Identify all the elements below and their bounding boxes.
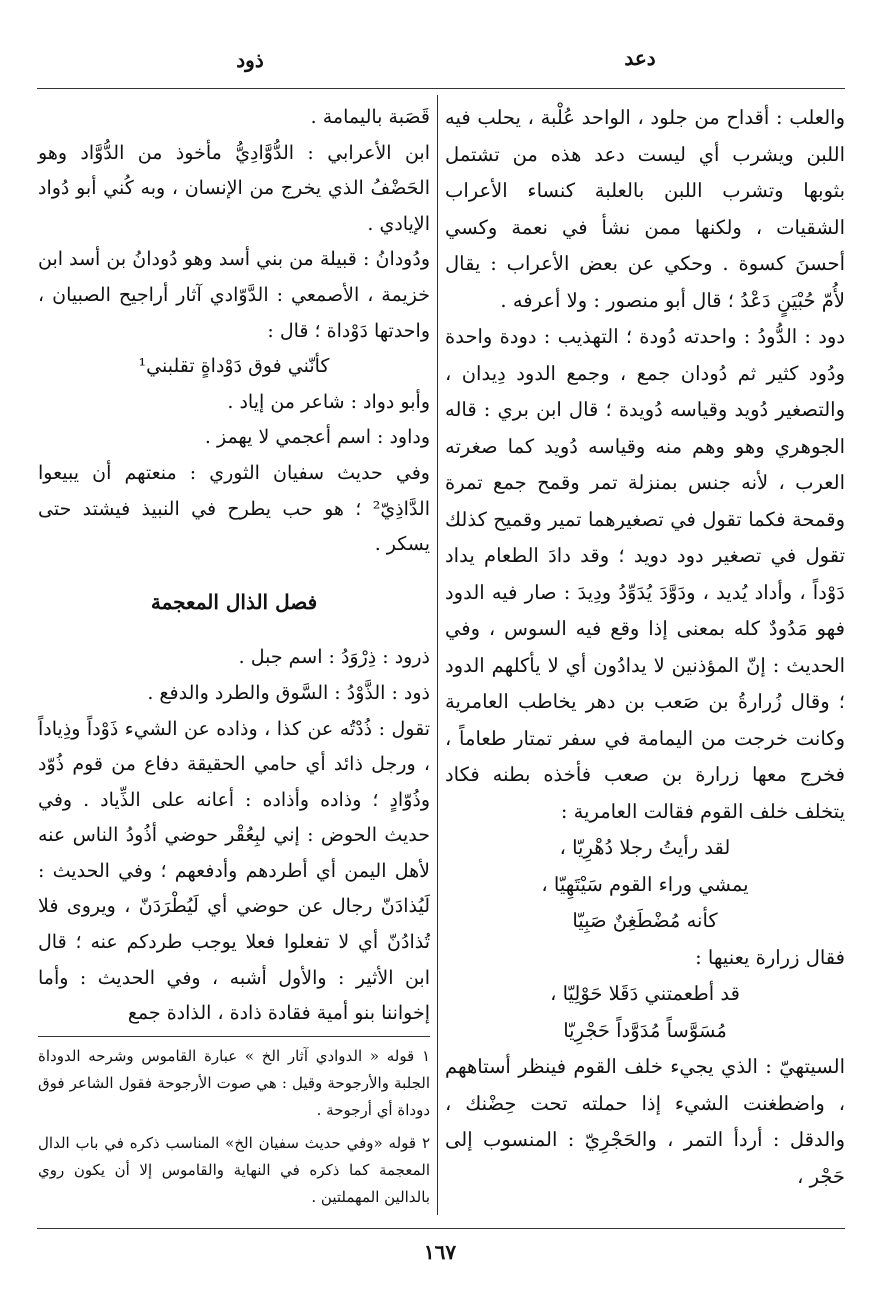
column-divider xyxy=(437,95,438,1215)
entry-dhawd: ذود : الذَّوْدُ : السَّوق والطرد والدفع . xyxy=(147,681,430,704)
running-head-right: دعد xyxy=(624,46,656,70)
footnote-1: ١ قوله « الدوادي آثار الخ » عبارة القاموس وشرحه الدوداة الجلبة والأرجوحة وقيل : هي صوت الأرجوحة فقول الشاعر فوق دوداة أي أرجوحة . xyxy=(38,1046,430,1119)
entry-paragraph: ودُودانُ : قبيلة من بني أسد وهو دُودانُ بن أسد ابن خزيمة ، الأصمعي : الدَّوّادي آثار أراجيح الصبيان ، واحدتها دَوْداة ؛ قال : xyxy=(38,248,430,342)
entry-paragraph: فقال زرارة يعنيها : xyxy=(695,945,845,969)
verse-line: قد أطعمتني دَقَلا حَوْلِيّا ، xyxy=(550,982,740,1005)
verse-line: لقد رأيتُ رجلا دُهْرِيّا ، xyxy=(559,836,731,859)
entry-dhirwad: ذرود : ذِرْوَدُ : اسم جبل . xyxy=(238,646,430,669)
entry-paragraph: السيتهيّ : الذي يجيء خلف القوم فينظر أستاههم ، واضطغنت الشيء إذا حملته تحت حِضْنك ، والدقل : أردأ التمر ، والحَجْرِيّ : المنسوب إلى حَجْر ، xyxy=(445,1055,845,1188)
left-column xyxy=(38,100,430,1217)
right-column xyxy=(445,100,845,1195)
entry-paragraph: وداود : اسم أعجمي لا يهمز . xyxy=(204,426,430,449)
page-number: ١٦٧ xyxy=(423,1240,457,1264)
entry-paragraph: وفي حديث سفيان الثوري : منعتهم أن يبيعوا الدَّاذِيّ² ؛ هو حب يطرح في النبيذ فيشتد حتى يسكر . xyxy=(38,461,430,556)
footnote-rule xyxy=(38,1036,430,1037)
header-rule xyxy=(37,88,845,89)
entry-paragraph: وأبو دواد : شاعر من إياد . xyxy=(227,390,430,413)
entry-paragraph: قَصَبة باليمامة . xyxy=(310,106,430,128)
footnotes xyxy=(38,1043,430,1211)
entry-paragraph: تقول : ذُدْتُه عن كذا ، وذاده عن الشيء ذَوْداً وذِياداً ، ورجل ذائد أي حامي الحقيقة دفاع من قوم ذُوّد وذُوّادٍ ؛ وذاده وأذاده : أعانه على الذِّياد . وفي حديث الحوض : إني لبِعُقْر حوضي أذُودُ الناس عنه لأهل اليمن أي أطردهم وأدفعهم ؛ وفي الحديث : لَيُذادَنّ رجال عن حوضي أي لَيُطْرَدَنّ ، ويروى فلا تُذادُنّ أي لا تفعلوا فعلا يوجب طردكم عنه ؛ قال ابن الأثير : والأول أشبه ، وفي الحديث : وأما إخواننا بنو أمية فقادة ذادة ، الذادة جمع xyxy=(38,717,430,1025)
section-heading: فصل الذال المعجمة xyxy=(150,589,318,614)
footer-rule xyxy=(37,1228,845,1229)
verse-line: مُسَوَّساً مُدَوَّداً حَجْرِيّا xyxy=(563,1018,727,1042)
verse-line: يمشي وراء القوم سَيْتَهِيّا ، xyxy=(541,872,749,896)
verse-line: كأنّني فوق دَوْداةٍ تقلبني¹ xyxy=(138,355,330,378)
entry-paragraph: ابن الأعرابي : الدُّوَّادِيُّ مأخوذ من الدُّوَّاد وهو الحَضْفُ الذي يخرج من الإنسان ، وبه كُني أبو دُواد الإيادي . xyxy=(38,141,430,235)
entry-paragraph: والعلب : أقداح من جلود ، الواحد عُلْبة ، يحلب فيه اللبن ويشرب أي ليست دعد هذه من تشتمل بثوبها وتشرب اللبن بالعلبة كنساء الأعراب الشقيات ، ولكنها ممن نشأ في نعمة وكسي أحسنَ كسوة . وحكي عن بعض الأعراب : يقال لأُمّ حُبْيَنٍ دَعْدُ ؛ قال أبو منصور : ولا أعرفه . xyxy=(445,106,845,312)
entry-dud: دود : الدُّودُ : واحدته دُودة ؛ التهذيب : دودة واحدة ودُود كثير ثم دُودان جمع ، وجمع الدود دِيدان ، والتصغير دُويد وقياسه دُويدة ؛ قال ابن بري : قاله الجوهري وهو وهم منه وقياسه دُويد كما صغرته العرب ، لأنه جنس بمنزلة تمر وقمح جمع تمرة وقمحة فكما تقول في تصغيرهما تمير وقميح كذلك تقول في تصغير دود دويد ؛ وقد دادَ الطعام يداد دَوْداً ، وأداد يُديد ، ودَوَّدَ يُدَوِّدُ ودِيدَ : صار فيه الدود فهو مَدُودٌ كله بمعنى إذا وقع فيه السوس ، وفي الحديث : إنّ المؤذنين لا يدادُون أي لا يأكلهم الدود ؛ وقال زُرارةُ بن صَعب بن دهر يخاطب العامرية وكانت خرجت من اليمامة في سفر تمتار طعاماً ، فخرج معها زرارة بن صعب فأخذه بطنه فكاد يتخلف خلف القوم فقالت العامرية : xyxy=(445,325,845,823)
verse-line: كأنه مُضْطَغِنٌ صَبِيّا xyxy=(572,909,718,932)
running-head-left: ذود xyxy=(236,48,264,72)
footnote-2: ٢ قوله «وفي حديث سفيان الخ» المناسب ذكره في باب الدال المعجمة كما ذكره في النهاية والقاموس إلا أن يكون روي بالدالين المهملتين . xyxy=(38,1133,430,1206)
